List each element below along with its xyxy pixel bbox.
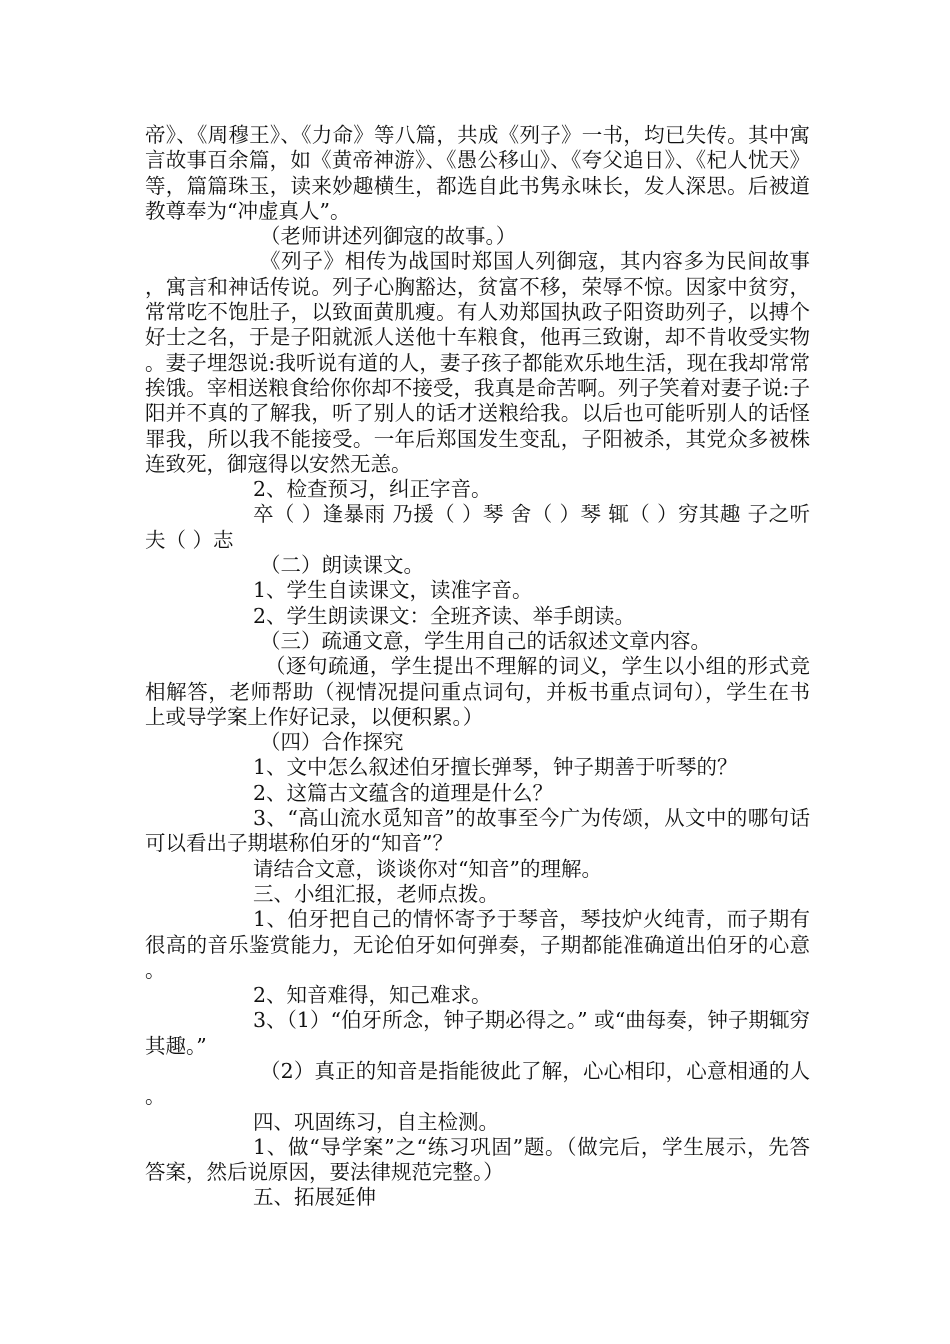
section-group-report: 三、小组汇报，老师点拨。	[253, 881, 499, 906]
section-cooperative-inquiry: （四）合作探究	[260, 730, 404, 755]
inquiry-prompt: 请结合文意，谈谈你对“知音”的理解。	[253, 856, 602, 881]
report-answer-3-1: 3、（1）“伯牙所念，钟子期必得之。” 或“曲每奏，钟子期辄穷其趣。”	[145, 1008, 810, 1058]
section-extension: 五、拓展延伸	[253, 1185, 376, 1210]
inquiry-question-3: 3、“高山流水觅知音”的故事至今广为传颂，从文中的哪句话可以看出子期堪称伯牙的“知音”？	[145, 806, 810, 856]
read-step-1: 1、学生自读课文，读准字音。	[253, 578, 533, 603]
document-body	[145, 123, 810, 1211]
interpret-instructions: （逐句疏通，学生提出不理解的词义，学生以小组的形式竞相解答，老师帮助（视情况提问重点词句，并板书重点词句），学生在书上或导学案上作好记录，以便积累。）	[145, 654, 810, 729]
report-answer-3-2: （2）真正的知音是指能彼此了解，心心相印，心意相通的人。	[145, 1058, 810, 1109]
inquiry-question-2: 2、这篇古文蕴含的道理是什么？	[253, 780, 554, 805]
liezi-story-paragraph: 《列子》相传为战国时郑国人列御寇，其内容多为民间故事，寓言和神话传说。列子心胸豁达，贫富不移，荣辱不惊。因家中贫穷，常常吃不饱肚子，以致面黄肌瘦。有人劝郑国执政子阳资助列子，以搏个好士之名，于是子阳就派人送他十车粮食，他再三致谢，却不肯收受实物。妻子埋怨说:我听说有道的人，妻子孩子都能欢乐地生活，现在我却常常挨饿。宰相送粮食给你你却不接受，我真是命苦啊。列子笑着对妻子说:子阳并不真的了解我，听了别人的话才送粮给我。以后也可能听别人的话怪罪我，所以我不能接受。一年后郑国发生变乱，子阳被杀，其党众多被株连致死，御寇得以安然无恙。	[145, 249, 810, 476]
consolidation-step-1: 1、做“导学案”之“练习巩固”题。（做完后，学生展示，先答答案，然后说原因，要法律规范完整。）	[145, 1134, 810, 1185]
teacher-story-note: （老师讲述列御寇的故事。）	[260, 224, 517, 249]
section-interpret-text: （三）疏通文意，学生用自己的话叙述文章内容。	[260, 628, 711, 653]
section-read-aloud: （二）朗读课文。	[260, 553, 424, 578]
intro-paragraph: 帝》、《周穆王》、《力命》等八篇，共成《列子》一书，均已失传。其中寓言故事百余篇，如《黄帝神游》、《愚公移山》、《夸父追日》、《杞人忧天》等，篇篇珠玉，读来妙趣横生，都选自此书隽永味长，发人深思。后被道教尊奉为“冲虚真人”。	[145, 123, 810, 223]
step-check-preview: 2、检查预习，纠正字音。	[253, 477, 492, 502]
report-answer-1: 1、伯牙把自己的情怀寄予于琴音，琴技炉火纯青，而子期有很高的音乐鉴赏能力，无论伯牙如何弹奏，子期都能准确道出伯牙的心意。	[145, 907, 810, 982]
pronunciation-exercise: 卒（ ）逢暴雨 乃援（ ）琴 舍（ ）琴 辄（ ）穷其趣 子之听夫（ ）志	[145, 502, 810, 552]
inquiry-question-1: 1、文中怎么叙述伯牙擅长弹琴，钟子期善于听琴的？	[253, 755, 738, 780]
read-step-2: 2、学生朗读课文：全班齐读、举手朗读。	[253, 603, 636, 628]
report-answer-2: 2、知音难得，知己难求。	[253, 983, 492, 1008]
section-consolidation: 四、巩固练习，自主检测。	[253, 1109, 499, 1134]
